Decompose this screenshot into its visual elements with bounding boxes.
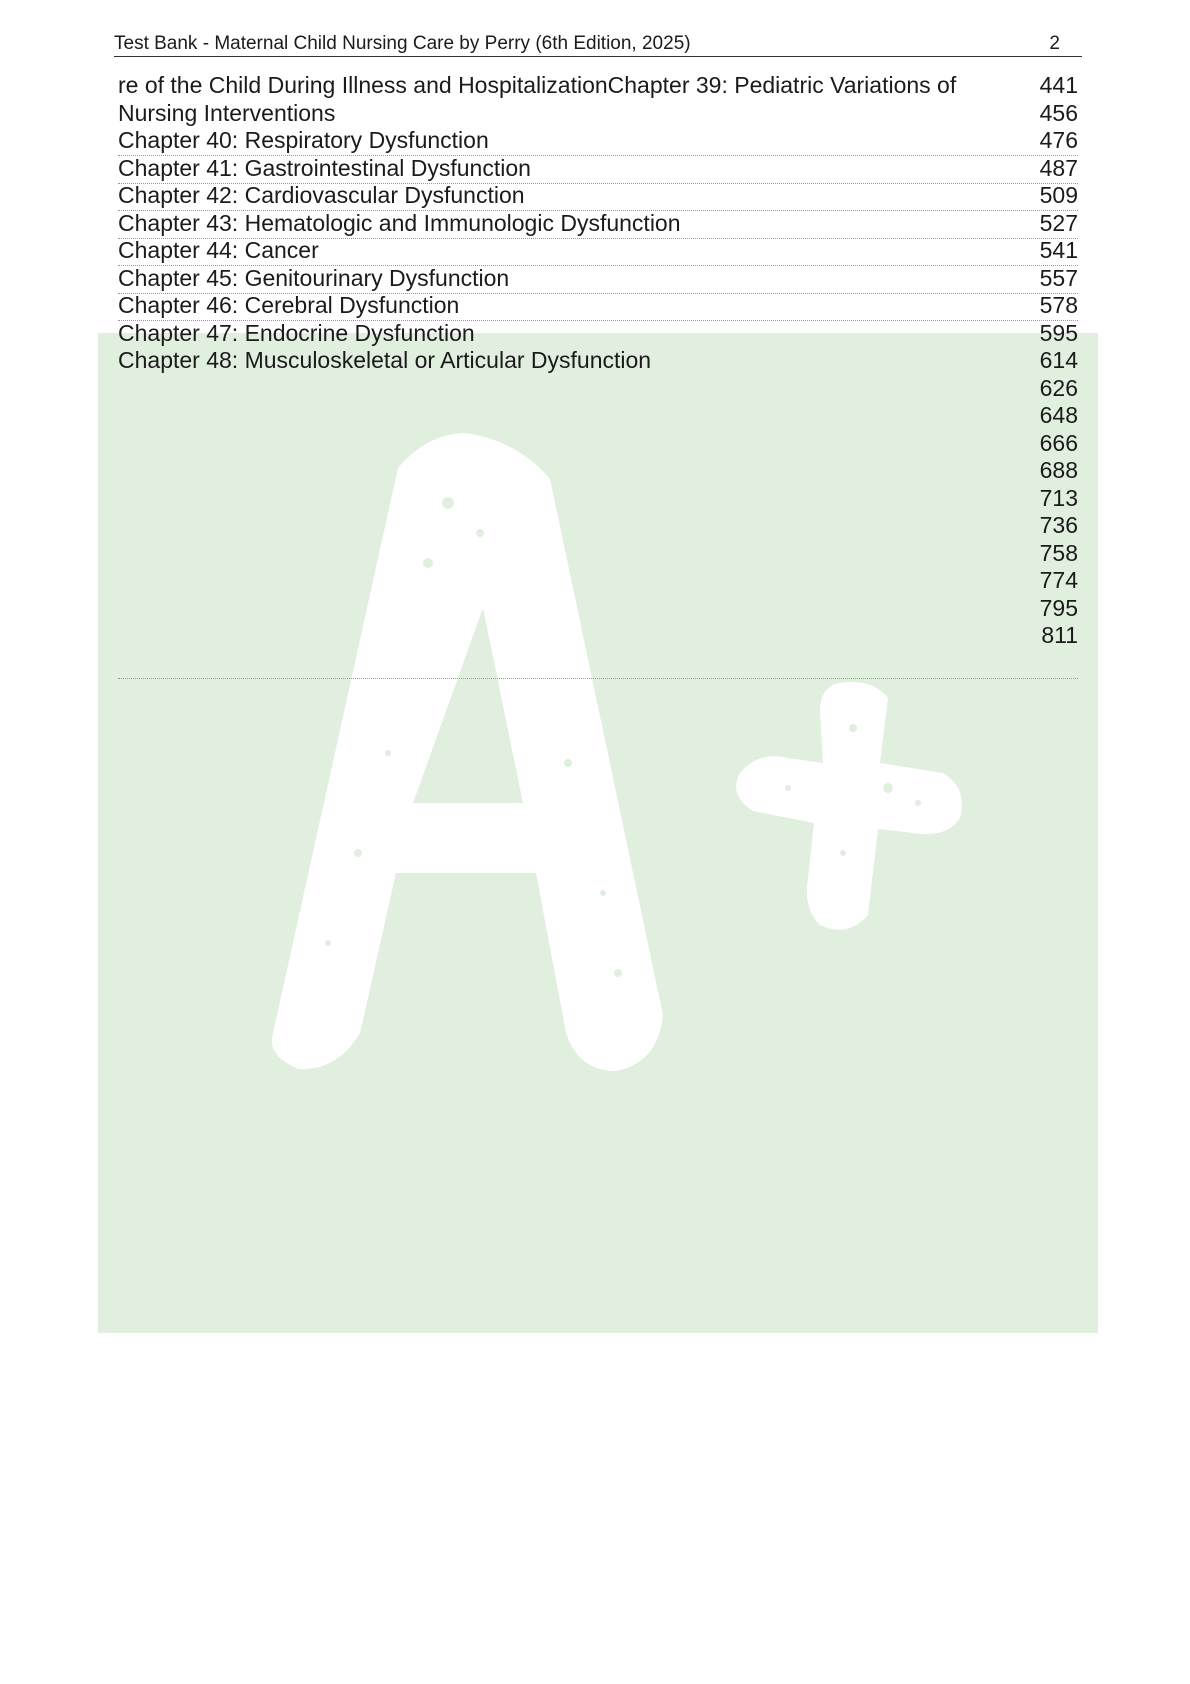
toc-entry[interactable]: Chapter 48: Musculoskeletal or Articular Dysfunction xyxy=(118,347,652,373)
toc-entry[interactable]: Chapter 45: Genitourinary Dysfunction xyxy=(118,264,510,291)
toc-page-number: 527 xyxy=(1039,209,1078,236)
divider xyxy=(118,183,1078,184)
toc-page-number: 713 xyxy=(1039,484,1078,511)
toc-entry[interactable]: Nursing Interventions xyxy=(118,99,336,126)
toc-entry[interactable]: Chapter 40: Respiratory Dysfunction xyxy=(118,127,489,153)
divider xyxy=(118,238,1078,239)
divider xyxy=(118,678,1078,679)
toc-page-number: 578 xyxy=(1039,292,1078,318)
a-plus-grade-icon xyxy=(98,333,1098,1333)
toc-entry[interactable]: Chapter 41: Gastrointestinal Dysfunction xyxy=(118,154,531,181)
divider xyxy=(118,155,1078,156)
toc-page-number: 795 xyxy=(1039,594,1078,621)
toc-entry[interactable]: re of the Child During Illness and HospitalizationChapter 39: Pediatric Variations of xyxy=(118,72,957,98)
toc-entry[interactable]: Chapter 47: Endocrine Dysfunction xyxy=(118,319,475,346)
document-title: Test Bank - Maternal Child Nursing Care by Perry (6th Edition, 2025) xyxy=(114,33,691,54)
toc-page-number: 441 xyxy=(1039,72,1078,98)
toc-page-numbers xyxy=(998,72,1078,650)
page-number: 2 xyxy=(1049,33,1060,54)
toc-entry[interactable]: Chapter 42: Cardiovascular Dysfunction xyxy=(118,182,525,208)
toc-page-number: 626 xyxy=(1039,374,1078,401)
toc-page-number: 648 xyxy=(1039,402,1078,428)
toc-page-number: 614 xyxy=(1039,347,1078,373)
toc-page-number: 811 xyxy=(1041,622,1078,648)
divider xyxy=(118,265,1078,266)
toc-page-number: 557 xyxy=(1039,264,1078,291)
divider xyxy=(118,293,1078,294)
background-image xyxy=(98,333,1098,1333)
toc-page-number: 456 xyxy=(1039,99,1078,126)
toc-page-number: 595 xyxy=(1039,319,1078,346)
toc-page-number: 509 xyxy=(1039,182,1078,208)
toc-page-number: 774 xyxy=(1039,567,1078,593)
toc-entry[interactable]: Chapter 43: Hematologic and Immunologic Dysfunction xyxy=(118,209,681,236)
page-header xyxy=(114,32,1082,57)
divider xyxy=(118,320,1078,321)
toc-page-number: 758 xyxy=(1039,539,1078,566)
toc-page-number: 736 xyxy=(1039,512,1078,538)
toc-page-number: 487 xyxy=(1039,154,1078,181)
toc-entry[interactable]: Chapter 46: Cerebral Dysfunction xyxy=(118,292,460,318)
toc-page-number: 541 xyxy=(1039,237,1078,263)
toc-entry[interactable]: Chapter 44: Cancer xyxy=(118,237,319,263)
toc-page-number: 666 xyxy=(1039,429,1078,456)
toc-page-number: 476 xyxy=(1039,127,1078,153)
table-of-contents xyxy=(118,72,1018,375)
divider xyxy=(118,210,1078,211)
toc-page-number: 688 xyxy=(1039,457,1078,483)
